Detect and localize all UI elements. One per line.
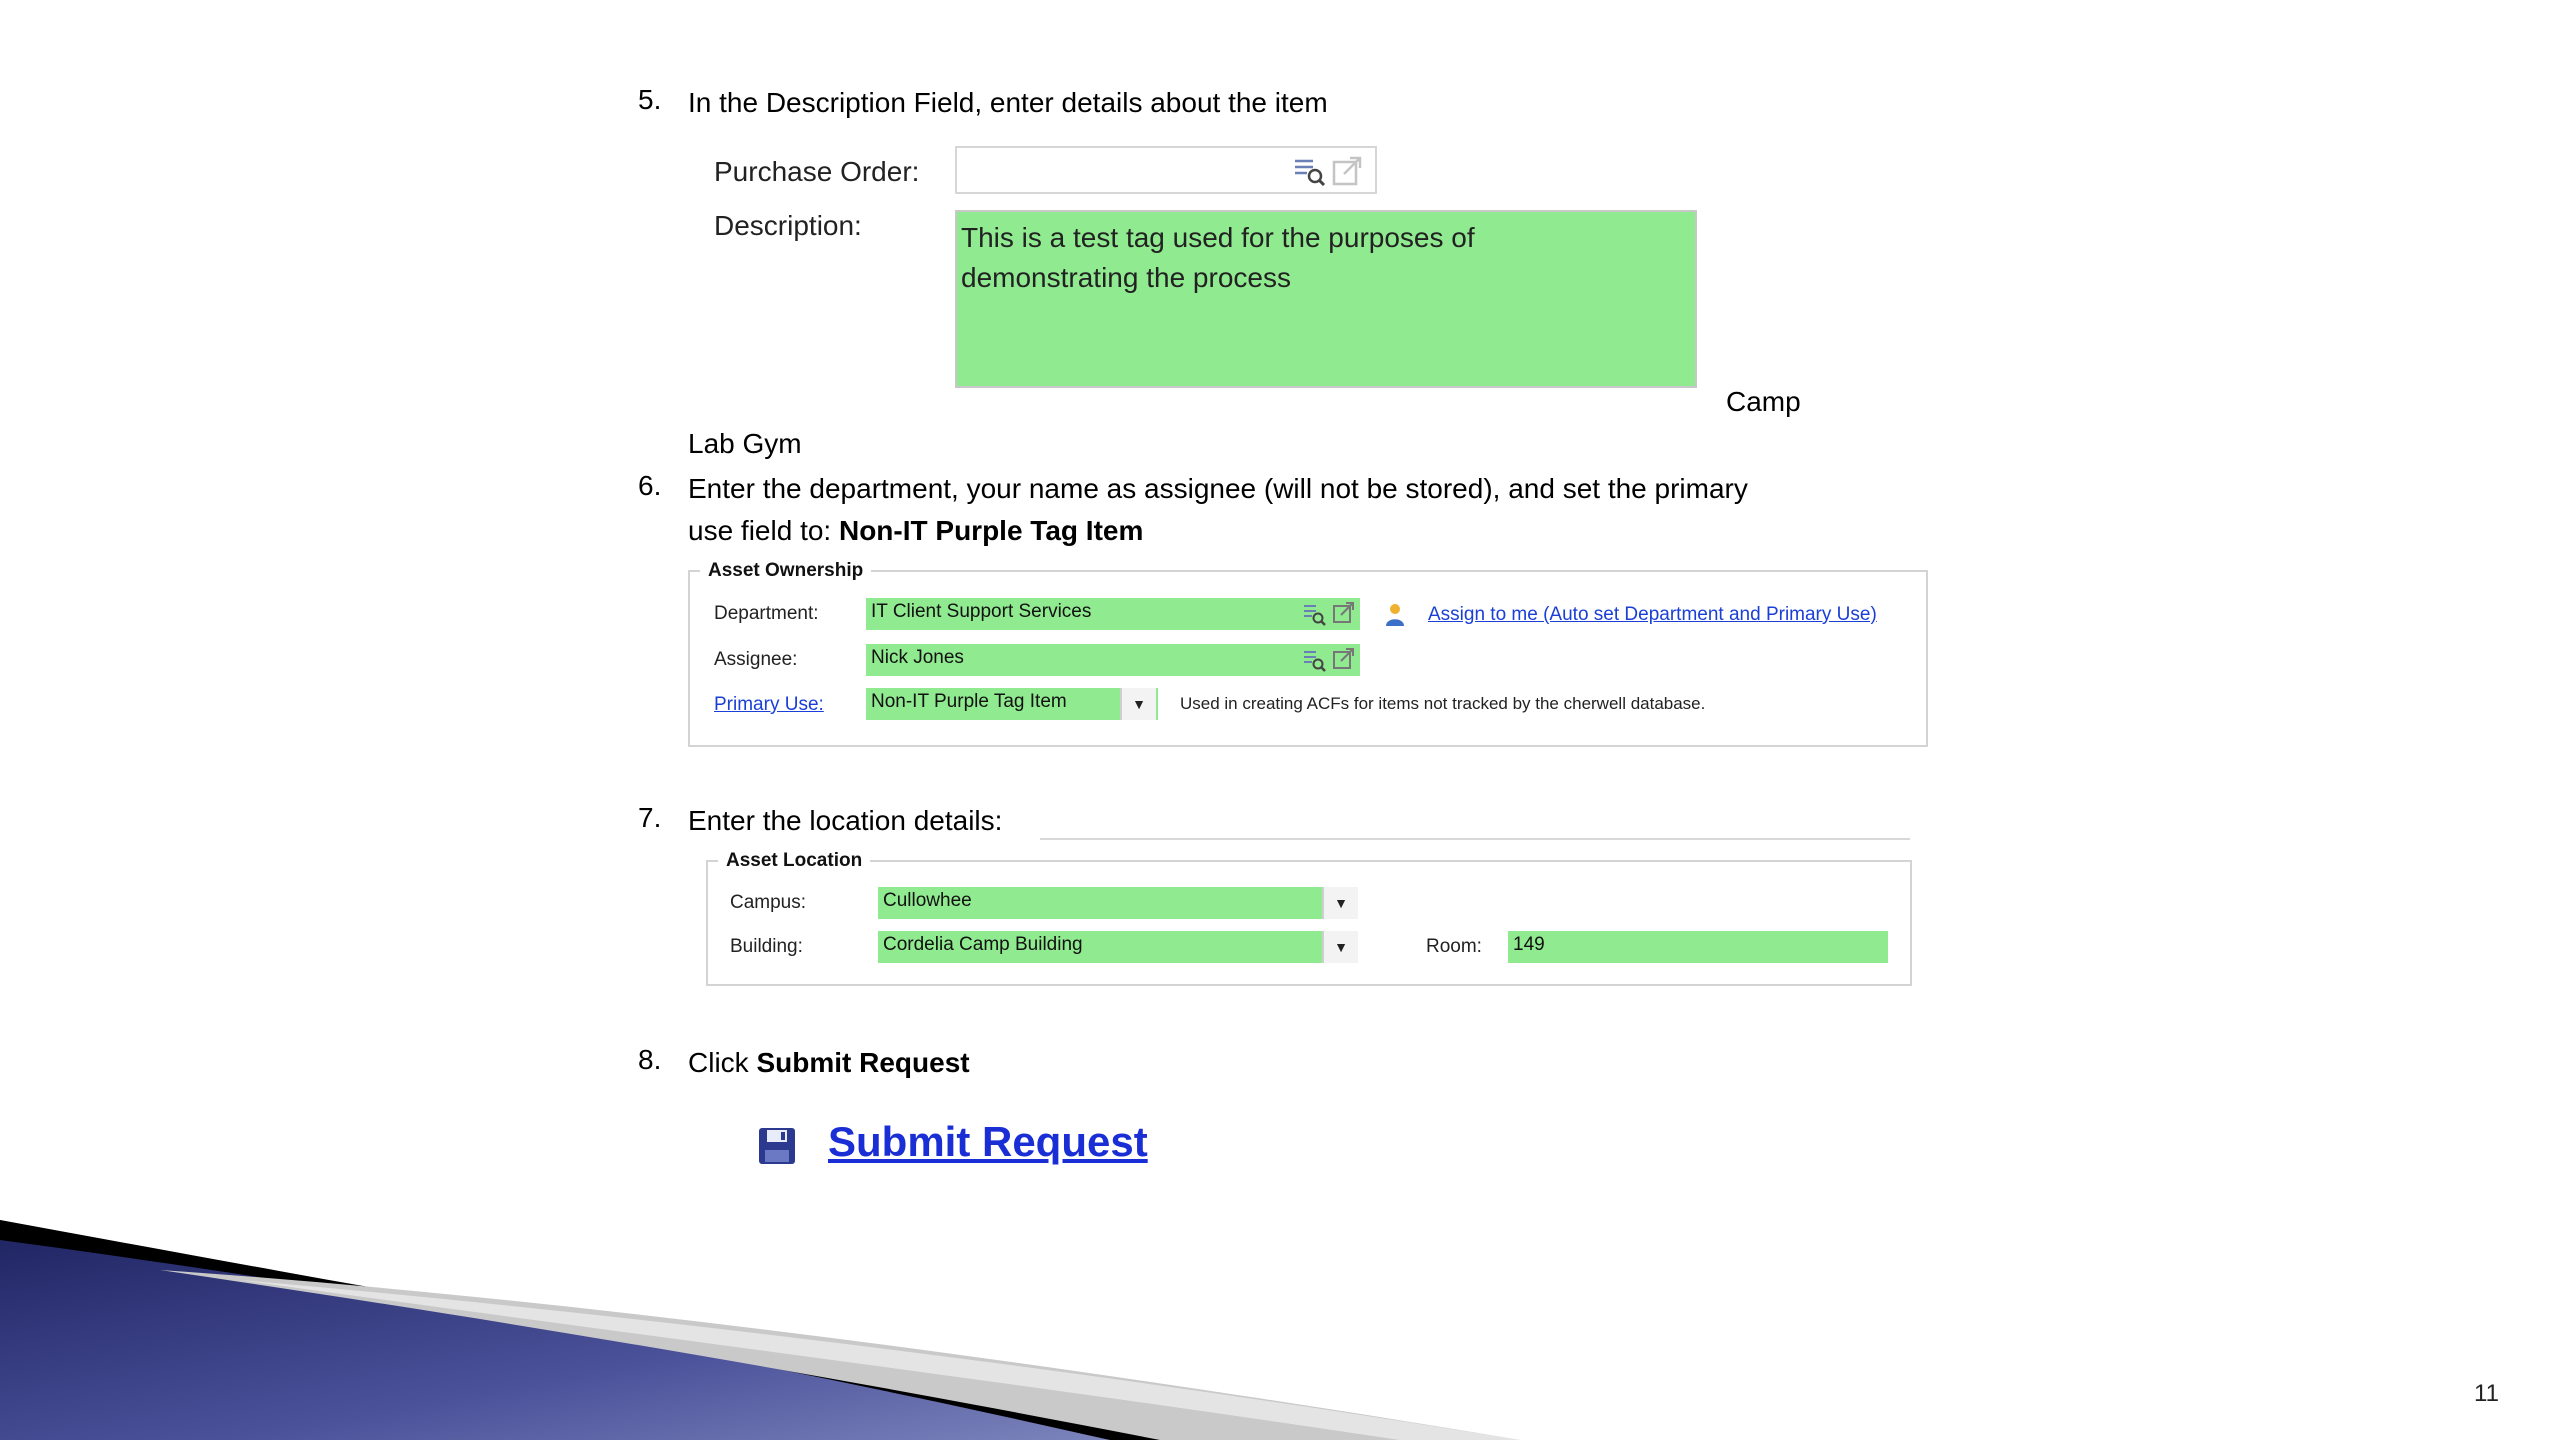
description-line-2: demonstrating the process	[961, 262, 1291, 293]
campus-dropdown-arrow-icon[interactable]: ▼	[1322, 887, 1358, 919]
description-line-1: This is a test tag used for the purposes of	[961, 222, 1475, 253]
building-value: Cordelia Camp Building	[883, 934, 1083, 955]
step-6-bold: Non-IT Purple Tag Item	[838, 515, 1144, 546]
department-search-icon[interactable]	[1302, 602, 1326, 626]
assignee-open-icon[interactable]	[1332, 647, 1356, 671]
department-open-icon[interactable]	[1332, 601, 1356, 625]
campus-value: Cullowhee	[883, 890, 972, 911]
step-5-text: In the Description Field, enter details about the item	[688, 87, 1328, 118]
primary-use-note: Used in creating ACFs for items not tracked by the cherwell database.	[1180, 694, 1706, 713]
department-label: Department:	[714, 603, 819, 624]
submit-request-link[interactable]: Submit Request	[828, 1118, 1148, 1165]
save-floppy-icon[interactable]	[757, 1126, 797, 1166]
asset-location-group	[706, 860, 1912, 986]
assignee-label: Assignee:	[714, 649, 798, 670]
step-6-prefix: use field to:	[688, 515, 839, 546]
step-number-5: 5.	[638, 84, 662, 115]
building-dropdown-arrow-icon[interactable]: ▼	[1322, 931, 1358, 963]
open-external-icon[interactable]	[1332, 156, 1364, 186]
step-7-divider	[1040, 838, 1910, 840]
page-number: 11	[2474, 1380, 2499, 1407]
assign-to-me-link[interactable]: Assign to me (Auto set Department and Primary Use)	[1428, 604, 1877, 625]
stray-text-camp: Camp	[1726, 386, 1801, 417]
room-value: 149	[1513, 934, 1545, 955]
primary-use-select[interactable]	[866, 688, 1158, 720]
room-input[interactable]	[1508, 931, 1888, 963]
step-7-text: Enter the location details:	[688, 805, 1003, 836]
building-select[interactable]	[878, 931, 1356, 963]
step-8-bold: Submit Request	[756, 1047, 970, 1078]
assignee-input[interactable]	[866, 644, 1360, 676]
search-list-icon[interactable]	[1293, 156, 1327, 186]
description-textarea[interactable]	[955, 210, 1697, 388]
building-label: Building:	[730, 936, 803, 957]
asset-ownership-title: Asset Ownership	[700, 560, 871, 582]
room-label: Room:	[1426, 936, 1482, 957]
campus-label: Campus:	[730, 892, 807, 913]
department-input[interactable]	[866, 598, 1360, 630]
stray-text-lab-gym: Lab Gym	[688, 428, 802, 459]
department-value: IT Client Support Services	[871, 601, 1092, 622]
asset-location-title: Asset Location	[718, 850, 870, 872]
step-6-text-line-2	[688, 510, 1143, 552]
purchase-order-input[interactable]	[955, 146, 1377, 194]
footer-wave-decoration	[0, 1180, 2560, 1440]
primary-use-value: Non-IT Purple Tag Item	[871, 691, 1067, 712]
step-number-8: 8.	[638, 1044, 662, 1075]
primary-use-dropdown-arrow-icon[interactable]: ▼	[1120, 688, 1156, 720]
step-8-text	[688, 1042, 970, 1084]
step-6-text-line-1: Enter the department, your name as assignee (will not be stored), and set the primary	[688, 473, 1748, 504]
step-number-6: 6.	[638, 470, 662, 501]
step-number-7: 7.	[638, 802, 662, 833]
person-icon[interactable]	[1384, 602, 1406, 628]
assignee-search-icon[interactable]	[1302, 648, 1326, 672]
purchase-order-label: Purchase Order:	[714, 156, 920, 187]
campus-select[interactable]	[878, 887, 1356, 919]
assignee-value: Nick Jones	[871, 647, 964, 668]
step-8-prefix: Click	[688, 1047, 757, 1078]
description-label: Description:	[714, 210, 862, 241]
primary-use-link[interactable]: Primary Use:	[714, 694, 824, 715]
